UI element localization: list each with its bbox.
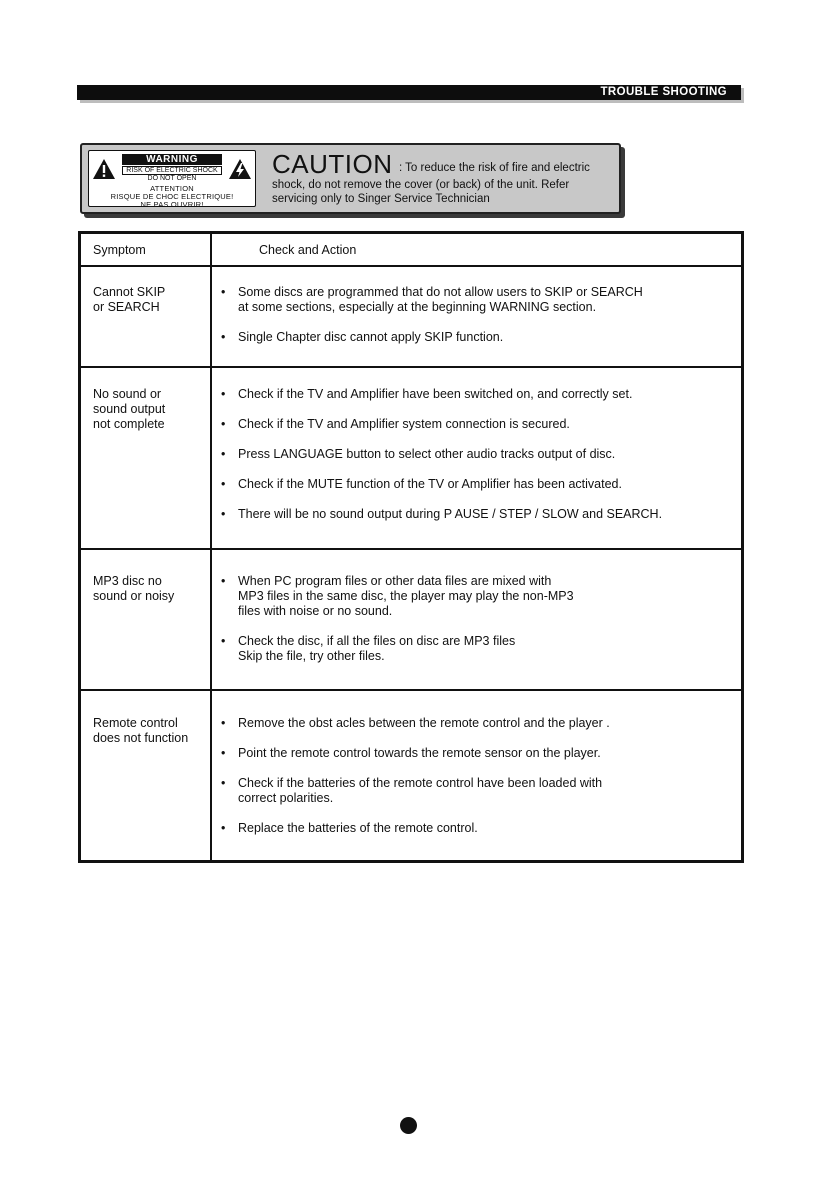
bullet: •: [221, 285, 226, 299]
action-item: [221, 776, 738, 806]
row-divider: [81, 265, 741, 267]
action-line: Skip the file, try other files.: [238, 649, 385, 663]
action-line: Single Chapter disc cannot apply SKIP function.: [238, 330, 504, 344]
bullet: •: [221, 821, 226, 835]
symptom-line: sound output: [93, 402, 166, 416]
action-line: Point the remote control towards the remote sensor on the player.: [238, 746, 601, 760]
action-item: [221, 387, 738, 402]
bullet: •: [221, 417, 226, 431]
action-item: [221, 477, 738, 492]
warning-fr-line-2: RISQUE DE CHOC ELECTRIQUE!: [110, 192, 234, 201]
warning-label: [88, 150, 256, 207]
caution-text-line-1: : To reduce the risk of fire and electric: [399, 162, 590, 174]
symptom-cell: [93, 574, 208, 604]
action-column-header: Check and Action: [259, 243, 357, 257]
section-header-bar: [77, 85, 741, 100]
action-line: When PC program files or other data files are mixed with: [238, 574, 552, 588]
bullet: •: [221, 716, 226, 730]
row-divider: [81, 548, 741, 550]
bullet: •: [221, 746, 226, 760]
bullet: •: [221, 447, 226, 461]
bullet: •: [221, 776, 226, 790]
action-line: Replace the batteries of the remote control.: [238, 821, 478, 835]
bullet: •: [221, 387, 226, 401]
action-line: Check if the MUTE function of the TV or Amplifier has been activated.: [238, 477, 622, 491]
action-item: [221, 821, 738, 836]
action-line: Some discs are programmed that do not allow users to SKIP or SEARCH: [238, 285, 643, 299]
action-line: Check if the TV and Amplifier have been switched on, and correctly set.: [238, 387, 633, 401]
action-line: Check if the TV and Amplifier system connection is secured.: [238, 417, 570, 431]
caution-notice: [80, 143, 621, 214]
action-item: [221, 634, 738, 664]
row-divider: [81, 366, 741, 368]
symptom-line: Cannot SKIP: [93, 285, 166, 299]
symptom-cell: [93, 285, 208, 315]
exclamation-warning-icon: [92, 158, 116, 180]
action-item: [221, 447, 738, 462]
action-item: [221, 417, 738, 432]
caution-text-line-3: servicing only to Singer Service Technician: [272, 193, 490, 205]
lightning-warning-icon: [228, 158, 252, 180]
bullet: •: [221, 574, 226, 588]
symptom-line: No sound or: [93, 387, 162, 401]
action-item: [221, 716, 738, 731]
action-item: [221, 574, 738, 619]
warning-line-2: DO NOT OPEN: [147, 175, 197, 182]
action-line: files with noise or no sound.: [238, 604, 393, 618]
section-title: TROUBLE SHOOTING: [600, 86, 727, 98]
symptom-line: or SEARCH: [93, 300, 160, 314]
troubleshooting-table: [78, 231, 744, 863]
symptom-cell: [93, 716, 208, 746]
symptom-line: Remote control: [93, 716, 178, 730]
symptom-line: does not function: [93, 731, 189, 745]
action-line: correct polarities.: [238, 791, 334, 805]
warning-subtext: [122, 166, 222, 183]
action-line: Check if the batteries of the remote control have been loaded with: [238, 776, 603, 790]
action-line: MP3 files in the same disc, the player may play the non-MP3: [238, 589, 574, 603]
row-divider: [81, 689, 741, 691]
symptom-line: sound or noisy: [93, 589, 175, 603]
action-line: Check the disc, if all the files on disc are MP3 files: [238, 634, 516, 648]
symptom-line: MP3 disc no: [93, 574, 162, 588]
symptom-line: not complete: [93, 417, 165, 431]
action-item: [221, 285, 738, 315]
bullet: •: [221, 507, 226, 521]
action-line: There will be no sound output during P AUSE / STEP / SLOW and SEARCH.: [238, 507, 663, 521]
bullet: •: [221, 477, 226, 491]
warning-fr-line-1: ATTENTION: [150, 184, 194, 193]
caution-text-line-2: shock, do not remove the cover (or back) of the unit. Refer: [272, 179, 570, 191]
bullet: •: [221, 634, 226, 648]
column-divider: [210, 234, 212, 860]
warning-french-text: [89, 185, 255, 209]
bullet: •: [221, 330, 226, 344]
action-item: [221, 507, 738, 522]
page-marker-dot: [400, 1117, 417, 1134]
warning-fr-line-3: NE PAS OUVRIR!: [140, 200, 204, 209]
warning-title: WARNING: [122, 154, 222, 165]
action-item: [221, 746, 738, 761]
action-item: [221, 330, 738, 345]
symptom-cell: [93, 387, 208, 432]
symptom-column-header: Symptom: [93, 243, 146, 257]
warning-line-1: RISK OF ELECTRIC SHOCK: [122, 166, 221, 175]
action-line: Press LANGUAGE button to select other audio tracks output of disc.: [238, 447, 616, 461]
caution-heading: CAUTION: [272, 149, 393, 179]
action-line: at some sections, especially at the beginning WARNING section.: [238, 300, 597, 314]
action-line: Remove the obst acles between the remote control and the player .: [238, 716, 610, 730]
